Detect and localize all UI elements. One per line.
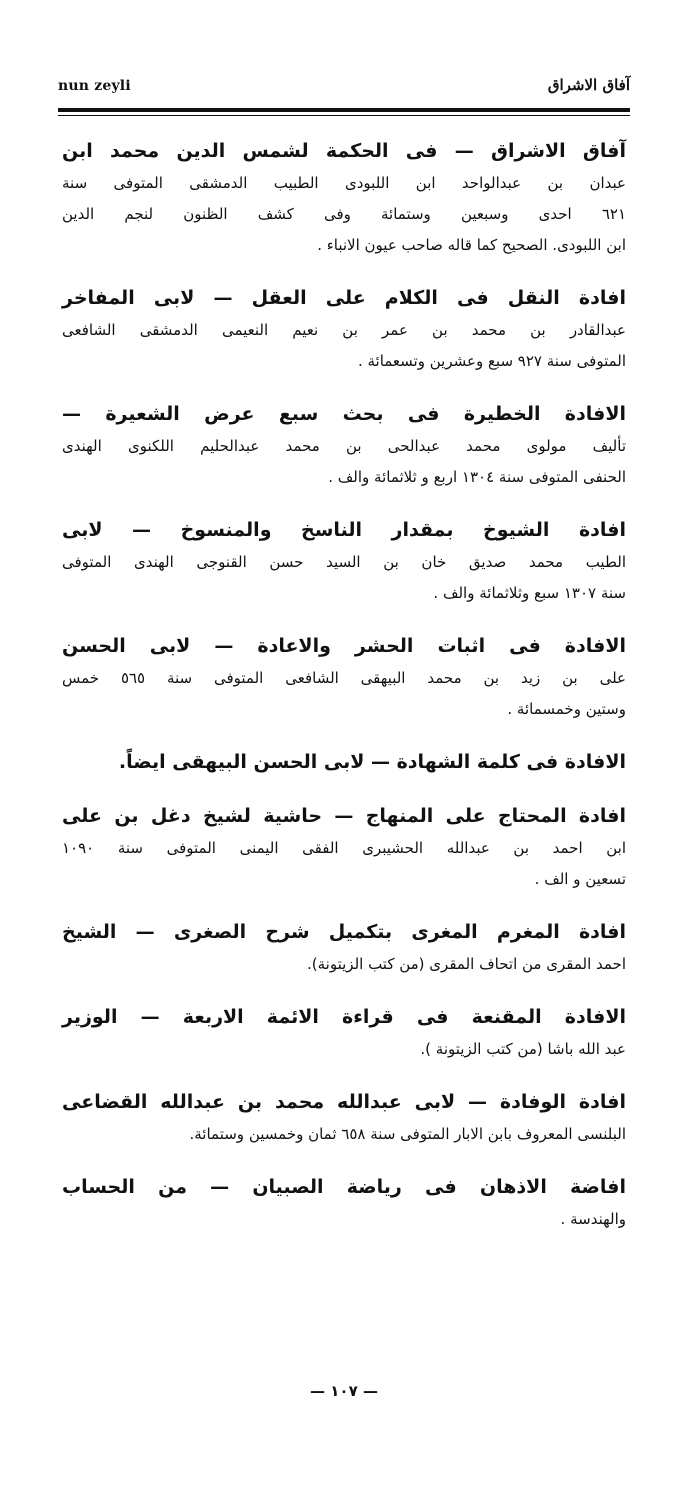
entry-title: الافادة المقنعة فى قراءة الائمة الاربعة — الوزير [62, 1006, 626, 1028]
entry-title: افادة الوفادة — لابى عبدالله محمد بن عبدالله القضاعى [62, 1091, 626, 1113]
entry-title: آفاق الاشراق — فى الحكمة لشمس الدين محمد ابن [62, 140, 626, 162]
entry-4 [62, 513, 626, 609]
page-number: — ١٠٧ — [310, 1382, 378, 1400]
entry-2 [62, 281, 626, 377]
entry-text-line: ٦٢١ احدى وسبعين وستمائة وفى كشف الظنون لنجم الدين [62, 205, 626, 223]
entry-text-line: ابن احمد بن عبدالله الحشيبرى الفقى اليمنى المتوفى سنة ١٠٩٠ [62, 839, 626, 857]
entry-8 [62, 915, 626, 980]
entry-5 [62, 629, 626, 725]
header-right-title: آفاق الاشراق [547, 76, 630, 94]
entry-text-line: تأليف مولوى محمد عبدالحى بن محمد عبدالحليم اللكنوى الهندى [62, 437, 626, 455]
entry-text-line: وستين وخمسمائة . [507, 700, 626, 718]
header-rule-thin [58, 115, 630, 116]
entry-text-line: البلنسى المعروف بابن الابار المتوفى سنة ٦٥٨ ثمان وخمسين وستمائة. [189, 1125, 626, 1143]
entry-7 [62, 799, 626, 895]
entry-text-line: تسعين و الف . [534, 870, 626, 888]
entry-text-line: الحنفى المتوفى سنة ١٣٠٤ اربع و ثلاثمائة والف . [328, 468, 626, 486]
entry-title: افاضة الاذهان فى رياضة الصبيان — من الحساب [62, 1176, 626, 1198]
entry-title: الافادة فى كلمة الشهادة — لابى الحسن البيهقى ايضاً. [118, 751, 626, 773]
entry-9 [62, 1000, 626, 1065]
entry-text-line: المتوفى سنة ٩٢٧ سبع وعشرين وتسعمائة . [357, 352, 626, 370]
entry-text-line: احمد المقرى من اتحاف المقرى (من كتب الزيتونة). [307, 955, 626, 973]
entry-text-line: عبد الله باشا (من كتب الزيتونة ). [420, 1040, 626, 1058]
header-rule-thick [58, 108, 630, 112]
entry-text-line: سنة ١٣٠٧ سبع وثلاثمائة والف . [433, 584, 626, 602]
running-header [58, 76, 630, 102]
entry-3 [62, 397, 626, 493]
entry-title: افادة النقل فى الكلام على العقل — لابى المفاخر [62, 287, 626, 309]
entry-text-line: على بن زيد بن محمد البيهقى الشافعى المتوفى سنة ٥٦٥ خمس [62, 669, 626, 687]
header-left-label: nun zeyli [58, 78, 131, 94]
entry-1 [62, 134, 626, 261]
entry-text-line: عبدان بن عبدالواحد ابن اللبودى الطبيب الدمشقى المتوفى سنة [62, 174, 626, 192]
entries-list [62, 134, 626, 1255]
entry-title: افادة المغرم المغرى بتكميل شرح الصغرى — الشيخ [62, 921, 626, 943]
entry-title: الافادة الخطيرة فى بحث سبع عرض الشعيرة — [62, 403, 626, 425]
entry-text-line: الطيب محمد صديق خان بن السيد حسن القنوجى الهندى المتوفى [62, 553, 626, 571]
entry-text-line: ابن اللبودى. الصحيح كما قاله صاحب عيون الانباء . [317, 236, 626, 254]
entry-11 [62, 1170, 626, 1235]
entry-text-line: عبدالقادر بن محمد بن عمر بن نعيم النعيمى الدمشقى الشافعى [62, 321, 626, 339]
entry-title: الافادة فى اثبات الحشر والاعادة — لابى الحسن [62, 635, 626, 657]
entry-text-line: والهندسة . [560, 1210, 626, 1228]
entry-10 [62, 1085, 626, 1150]
entry-6 [62, 745, 626, 779]
entry-title: افادة المحتاج على المنهاج — حاشية لشيخ دغل بن على [62, 805, 626, 827]
entry-title: افادة الشيوخ بمقدار الناسخ والمنسوخ — لابى [62, 519, 626, 541]
